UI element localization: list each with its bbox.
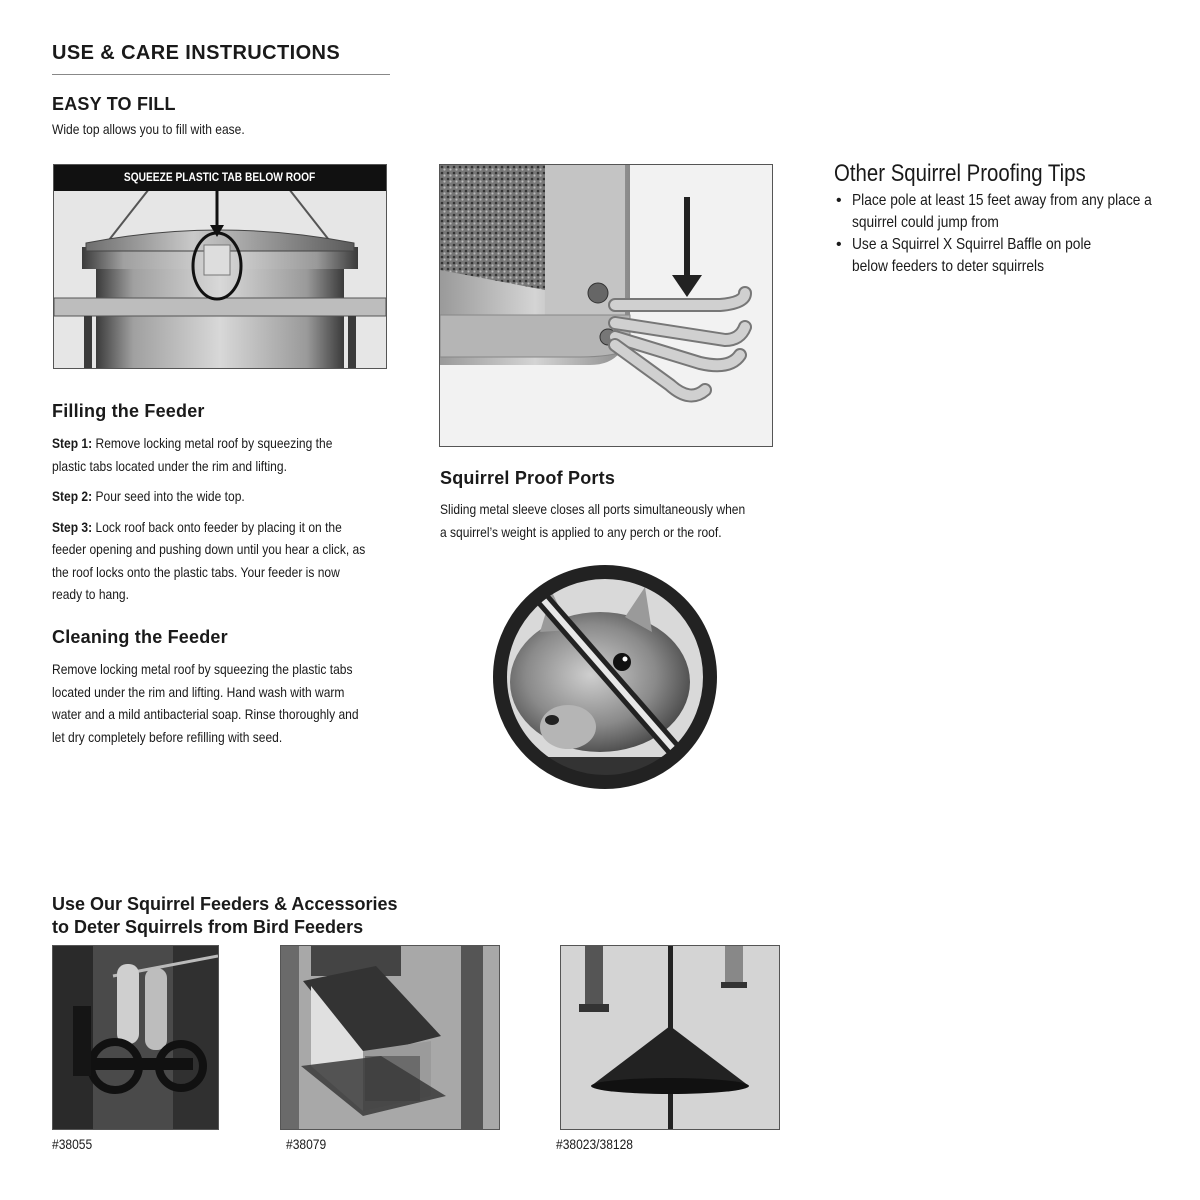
step-2: Step 2: Pour seed into the wide top. <box>52 488 245 504</box>
product-sku: #38079 <box>286 1136 327 1152</box>
roof-tab-image <box>53 164 387 369</box>
filling-steps <box>52 432 412 614</box>
step-3: Step 3: Lock roof back onto feeder by placing it on the feeder opening and pushing down until you hear a click, as the roof locks onto the plastic tabs. Your feeder is now ready to hang. <box>52 518 366 602</box>
tips-heading: Other Squirrel Proofing Tips <box>834 160 1086 187</box>
product-sku: #38023/38128 <box>556 1136 634 1152</box>
product-sku: #38055 <box>52 1136 93 1152</box>
tip-item: • Use a Squirrel X Squirrel Baffle on pole below feeders to deter squirrels <box>834 234 1194 278</box>
title-divider <box>52 74 390 75</box>
step-3-label: Step 3: <box>52 518 93 535</box>
product-image-hopper-feeder <box>280 945 500 1130</box>
tip-item: • Place pole at least 15 feet away from any place a squirrel could jump from <box>834 190 1194 234</box>
filling-heading: Filling the Feeder <box>52 401 205 421</box>
cleaning-text: Remove locking metal roof by squeezing the plastic tabs located under the rim and lifting. Hand wash with warm water and a mild antibacterial soap. Rinse thoroughly and let dry completely before refilling with seed. <box>52 661 359 745</box>
no-squirrel-sign <box>490 562 720 792</box>
cleaning-heading: Cleaning the Feeder <box>52 627 228 647</box>
tips-list <box>834 190 1194 278</box>
step-1-label: Step 1: <box>52 435 93 451</box>
ports-heading: Squirrel Proof Ports <box>440 468 616 488</box>
ports-image <box>439 164 773 447</box>
easy-fill-heading: EASY TO FILL <box>52 94 176 114</box>
easy-fill-text: Wide top allows you to fill with ease. <box>52 121 245 137</box>
ports-text: Sliding metal sleeve closes all ports simultaneously when a squirrel’s weight is applied to any perch or the roof. <box>440 501 746 540</box>
accessories-heading: Use Our Squirrel Feeders & Accessories to Deter Squirrels from Bird Feeders <box>52 894 398 937</box>
product-image-corn-feeder <box>52 945 219 1130</box>
step-2-label: Step 2: <box>52 488 93 504</box>
product-image-baffle <box>560 945 780 1130</box>
step-1: Step 1: Remove locking metal roof by squeezing the plastic tabs located under the rim and lifting. <box>52 435 333 474</box>
roof-tab-banner: SQUEEZE PLASTIC TAB BELOW ROOF <box>124 170 316 184</box>
page-title: USE & CARE INSTRUCTIONS <box>52 42 341 64</box>
